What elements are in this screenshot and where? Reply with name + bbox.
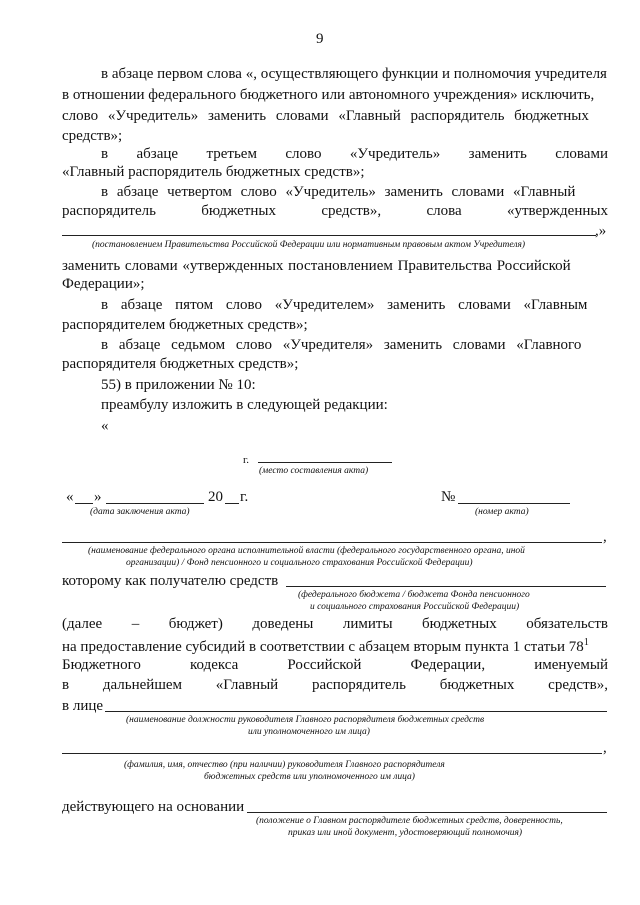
basis-caption-1: (положение о Главном распорядителе бюджетных средств, доверенность, <box>256 816 563 826</box>
org-caption-2: организации) / Фонд пенсионного и социального страхования Российской Федерации) <box>126 558 473 568</box>
word: именуемый <box>534 657 608 673</box>
word: распорядитель <box>62 203 156 219</box>
date-year-line <box>225 503 239 504</box>
text: на предоставление субсидий в соответствии с абзацем вторым пункта 1 статьи 78 <box>62 639 584 655</box>
fill-line <box>62 235 596 236</box>
form-row-2 <box>62 634 589 656</box>
para-1-line-1: в абзаце первом слова «, осуществляющего функции и полномочия учредителя <box>101 66 607 82</box>
city-line <box>258 462 392 463</box>
recipient-line <box>286 586 606 587</box>
word: слово <box>285 146 322 162</box>
para-3-line-3: заменить словами «утвержденных постановлением Правительства Российской <box>62 258 571 274</box>
person-line <box>105 711 607 712</box>
para-3-line-1: в абзаце четвертом слово «Учредитель» заменить словами «Главный <box>101 184 576 200</box>
para-3-line-2 <box>62 202 608 220</box>
word: лимиты <box>342 616 393 632</box>
word: доведены <box>252 616 314 632</box>
fio-line <box>62 753 602 754</box>
word: дальнейшем <box>102 677 183 693</box>
word: – <box>131 616 140 632</box>
form-row-3 <box>62 656 608 674</box>
person-caption-1: (наименование должности руководителя Главного распорядителя бюджетных средств <box>126 715 485 725</box>
word: «Главный <box>215 677 279 693</box>
org-caption-1: (наименование федерального органа исполнительной власти (федерального государственного органа, иной <box>88 546 525 556</box>
para-5-line-2: распорядителя бюджетных средств»; <box>62 356 299 372</box>
city-prefix: г. <box>243 454 250 466</box>
word: обязательств <box>526 616 608 632</box>
word: в <box>101 146 109 162</box>
word: Бюджетного <box>62 657 141 673</box>
in-person-label: в лице <box>62 698 104 714</box>
word: кодекса <box>190 657 239 673</box>
word: «Учредитель» <box>349 146 441 162</box>
para-1-line-4: средств»; <box>62 128 123 144</box>
form-row-1 <box>62 615 608 633</box>
word: Российской <box>287 657 362 673</box>
comma: , <box>603 529 607 545</box>
para-4-line-1: в абзаце пятом слово «Учредителем» заменить словами «Главным <box>101 297 588 313</box>
word: абзаце <box>136 146 179 162</box>
word: словами <box>555 146 608 162</box>
date-close-quote: » <box>94 489 102 505</box>
para-1-line-2 <box>62 86 608 104</box>
org-line <box>62 542 602 543</box>
date-day-line <box>75 503 93 504</box>
para-1-line-3: слово «Учредитель» заменить словами «Главный распорядитель бюджетных <box>62 108 589 124</box>
city-caption: (место составления акта) <box>259 466 369 476</box>
word: заменить <box>468 146 527 162</box>
word: бюджетных <box>439 677 515 693</box>
para-6: 55) в приложении № 10: <box>101 377 256 393</box>
caption: (постановлением Правительства Российской Федерации или нормативным правовым актом Учредителя) <box>92 240 526 250</box>
number-line <box>458 503 570 504</box>
word: «утвержденных <box>506 203 608 219</box>
word: средств», <box>321 203 382 219</box>
fio-caption-2: бюджетных средств или уполномоченного им лица) <box>204 772 415 782</box>
date-year: 20 <box>208 489 223 505</box>
word: слова <box>426 203 462 219</box>
budget-caption-2: и социального страхования Российской Федерации) <box>310 602 520 612</box>
page-number: 9 <box>316 31 324 47</box>
number-caption: (номер акта) <box>475 507 529 517</box>
date-caption: (дата заключения акта) <box>90 507 190 517</box>
person-caption-2: или уполномоченного им лица) <box>248 727 370 737</box>
word: в <box>62 677 70 693</box>
basis-label: действующего на основании <box>62 799 245 815</box>
word: третьем <box>206 146 257 162</box>
recipient-label: которому как получателю средств <box>62 573 279 589</box>
word: распорядитель <box>311 677 406 693</box>
date-open-quote: « <box>66 489 74 505</box>
para-3-line-4: Федерации»; <box>62 276 145 292</box>
word: (далее <box>62 616 103 632</box>
fio-caption-1: (фамилия, имя, отчество (при наличии) руководителя Главного распорядителя <box>124 760 445 770</box>
comma: , <box>603 740 607 756</box>
open-quote: « <box>101 418 109 434</box>
date-month-line <box>106 503 204 504</box>
word: бюджетных <box>201 203 276 219</box>
word: бюджет) <box>168 616 223 632</box>
line-end-quote: ,» <box>595 223 607 239</box>
word: бюджетных <box>422 616 497 632</box>
para-4-line-2: распорядителем бюджетных средств»; <box>62 317 308 333</box>
word: Федерации, <box>410 657 486 673</box>
para-7: преамбулу изложить в следующей редакции: <box>101 397 388 413</box>
superscript: 1 <box>583 637 589 648</box>
number-sign: № <box>441 489 456 505</box>
para-2-line-2: «Главный распорядитель бюджетных средств»; <box>62 164 365 180</box>
basis-caption-2: приказ или иной документ, удостоверяющий полномочия) <box>288 828 523 838</box>
form-row-4 <box>62 676 608 694</box>
text: в отношении федерального бюджетного или автономного учреждения» исключить, <box>62 87 595 103</box>
budget-caption-1: (федерального бюджета / бюджета Фонда пенсионного <box>298 590 530 600</box>
para-5-line-1: в абзаце седьмом слово «Учредителя» заменить словами «Главного <box>101 337 582 353</box>
word: средств», <box>548 677 608 693</box>
date-suffix: г. <box>240 489 249 505</box>
basis-line <box>247 812 607 813</box>
para-2-line-1 <box>101 145 608 163</box>
